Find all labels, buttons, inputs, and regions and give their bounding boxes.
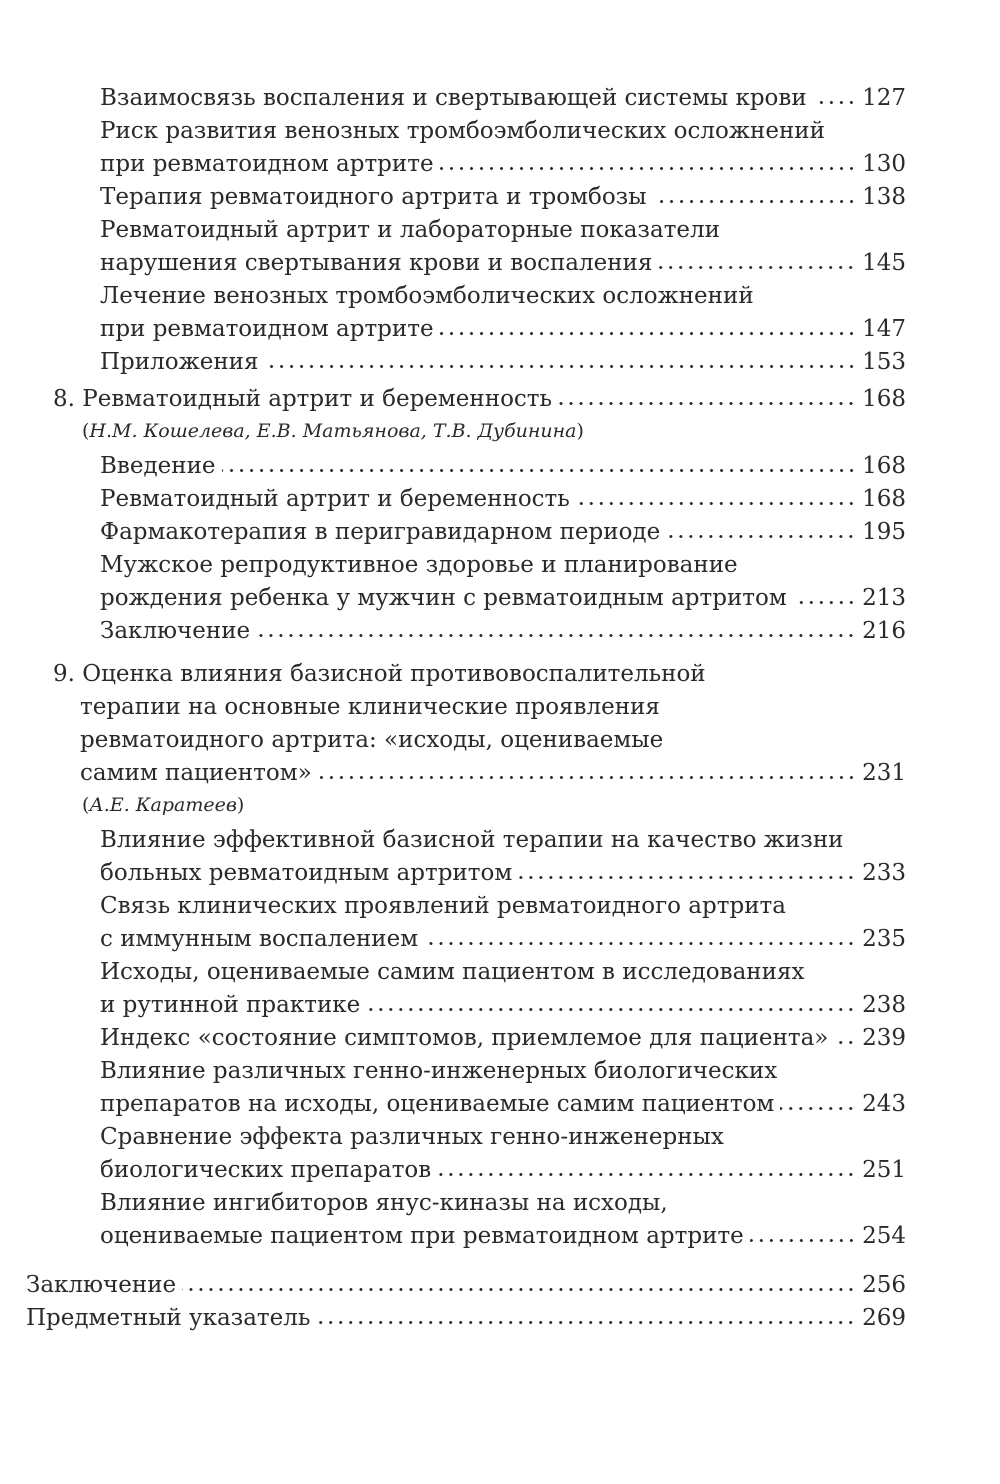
chapter-title: 8. Ревматоидный артрит и беременность	[53, 386, 553, 412]
toc-item-title: Лечение венозных тромбоэмболических осложнений	[100, 283, 754, 309]
dot-leader	[750, 1236, 856, 1245]
page-number: 254	[862, 1223, 906, 1249]
toc-item-title: Заключение	[100, 618, 251, 644]
chapter-authors: (А.Е. Каратеев)	[82, 794, 245, 816]
toc-item-title: Фармакотерапия в перигравидарном периоде	[100, 519, 661, 545]
dot-leader	[182, 1285, 856, 1294]
toc-item-title: нарушения свертывания крови и воспаления	[100, 250, 653, 276]
page-number: 145	[862, 250, 906, 276]
dot-leader	[666, 532, 856, 541]
toc-item-title: Влияние ингибиторов янус-киназы на исходы,	[100, 1190, 668, 1216]
toc-item-title: рождения ребенка у мужчин с ревматоидным артритом	[100, 585, 787, 611]
toc-item-title: биологических препаратов	[100, 1157, 432, 1183]
chapter-title: ревматоидного артрита: «исходы, оцениваемые	[80, 727, 664, 753]
page-number: 130	[862, 151, 906, 177]
toc-item-title: Взаимосвязь воспаления и свертывающей системы крови	[100, 85, 807, 111]
dot-leader	[256, 631, 856, 640]
chapter-title: самим пациентом»	[80, 760, 312, 786]
toc-item-title: оцениваемые пациентом при ревматоидном артрите	[100, 1223, 744, 1249]
toc-conclusion	[0, 1269, 1000, 1302]
dot-leader	[518, 873, 856, 882]
toc-item-title: Мужское репродуктивное здоровье и планирование	[100, 552, 738, 578]
toc-item-title: с иммунным воспалением	[100, 926, 419, 952]
toc-item	[0, 483, 1000, 516]
toc-item	[0, 516, 1000, 549]
page-number: 168	[862, 386, 906, 412]
page-number: 168	[862, 453, 906, 479]
toc-item-title: Ревматоидный артрит и лабораторные показатели	[100, 217, 720, 243]
page-number: 216	[862, 618, 906, 644]
toc-item-title: при ревматоидном артрите	[100, 316, 434, 342]
toc-item	[0, 1154, 1000, 1187]
page-number: 195	[862, 519, 906, 545]
dot-leader	[813, 98, 856, 107]
toc-item-title: Введение	[100, 453, 216, 479]
toc-item	[0, 1088, 1000, 1121]
toc-item	[0, 247, 1000, 280]
toc-item-title: Связь клинических проявлений ревматоидного артрита	[100, 893, 786, 919]
chapter-title: 9. Оценка влияния базисной противовоспалительной	[53, 661, 706, 687]
toc-item	[0, 313, 1000, 346]
toc-chapter-9	[0, 757, 1000, 790]
toc-item	[0, 346, 1000, 379]
dot-leader	[366, 1005, 856, 1014]
page-number: 147	[862, 316, 906, 342]
dot-leader	[658, 263, 856, 272]
page-number: 251	[862, 1157, 906, 1183]
page-number: 213	[862, 585, 906, 611]
page-number: 256	[862, 1272, 906, 1298]
toc-item-title: Индекс «состояние симптомов, приемлемое для пациента»	[100, 1025, 829, 1051]
page-number: 269	[862, 1305, 906, 1331]
dot-leader	[265, 362, 857, 371]
dot-leader	[653, 197, 857, 206]
toc-item-title: Предметный указатель	[26, 1305, 311, 1331]
toc-item	[0, 989, 1000, 1022]
page-number: 231	[862, 760, 906, 786]
toc-item-title: препаратов на исходы, оцениваемые самим пациентом	[100, 1091, 775, 1117]
toc-item	[0, 82, 1000, 115]
toc-item-title: Исходы, оцениваемые самим пациентом в исследованиях	[100, 959, 805, 985]
dot-leader	[222, 466, 857, 475]
toc-item-title: Ревматоидный артрит и беременность	[100, 486, 570, 512]
toc-subject-index	[0, 1302, 1000, 1335]
toc-item	[0, 1022, 1000, 1055]
dot-leader	[437, 1170, 856, 1179]
toc-item-title: больных ревматоидным артритом	[100, 860, 513, 886]
toc-chapter-8	[0, 383, 1000, 416]
page-number: 168	[862, 486, 906, 512]
chapter-authors: (Н.М. Кошелева, Е.В. Матьянова, Т.В. Дубинина)	[82, 420, 584, 442]
toc-item	[0, 923, 1000, 956]
toc-item-title: Терапия ревматоидного артрита и тромбозы	[100, 184, 647, 210]
toc-item	[0, 450, 1000, 483]
toc-item-title: Приложения	[100, 349, 259, 375]
page-number: 153	[862, 349, 906, 375]
dot-leader	[440, 164, 857, 173]
toc-item-title: Риск развития венозных тромбоэмболических осложнений	[100, 118, 825, 144]
page-number: 243	[862, 1091, 906, 1117]
dot-leader	[576, 499, 856, 508]
page-number: 233	[862, 860, 906, 886]
toc-item-title: Влияние эффективной базисной терапии на качество жизни	[100, 827, 844, 853]
dot-leader	[318, 773, 856, 782]
page-number: 238	[862, 992, 906, 1018]
toc-item-title: Заключение	[26, 1272, 177, 1298]
table-of-contents	[0, 82, 1000, 1335]
dot-leader	[316, 1318, 856, 1327]
dot-leader	[780, 1104, 856, 1113]
toc-item	[0, 1220, 1000, 1253]
toc-item-title: Влияние различных генно-инженерных биологических	[100, 1058, 778, 1084]
authors-text: А.Е. Каратеев	[89, 794, 237, 816]
toc-item	[0, 582, 1000, 615]
toc-item	[0, 615, 1000, 648]
toc-item-title: при ревматоидном артрите	[100, 151, 434, 177]
toc-item-title: Сравнение эффекта различных генно-инженерных	[100, 1124, 724, 1150]
toc-item	[0, 148, 1000, 181]
dot-leader	[558, 399, 856, 408]
dot-leader	[424, 939, 856, 948]
dot-leader	[793, 598, 856, 607]
page-number: 138	[862, 184, 906, 210]
page-number: 239	[862, 1025, 906, 1051]
toc-item	[0, 181, 1000, 214]
page-number: 127	[862, 85, 906, 111]
dot-leader	[440, 329, 857, 338]
chapter-title: терапии на основные клинические проявления	[80, 694, 660, 720]
authors-text: Н.М. Кошелева, Е.В. Матьянова, Т.В. Дубинина	[89, 420, 577, 442]
toc-item-title: и рутинной практике	[100, 992, 361, 1018]
page-number: 235	[862, 926, 906, 952]
toc-item	[0, 857, 1000, 890]
dot-leader	[834, 1038, 856, 1047]
